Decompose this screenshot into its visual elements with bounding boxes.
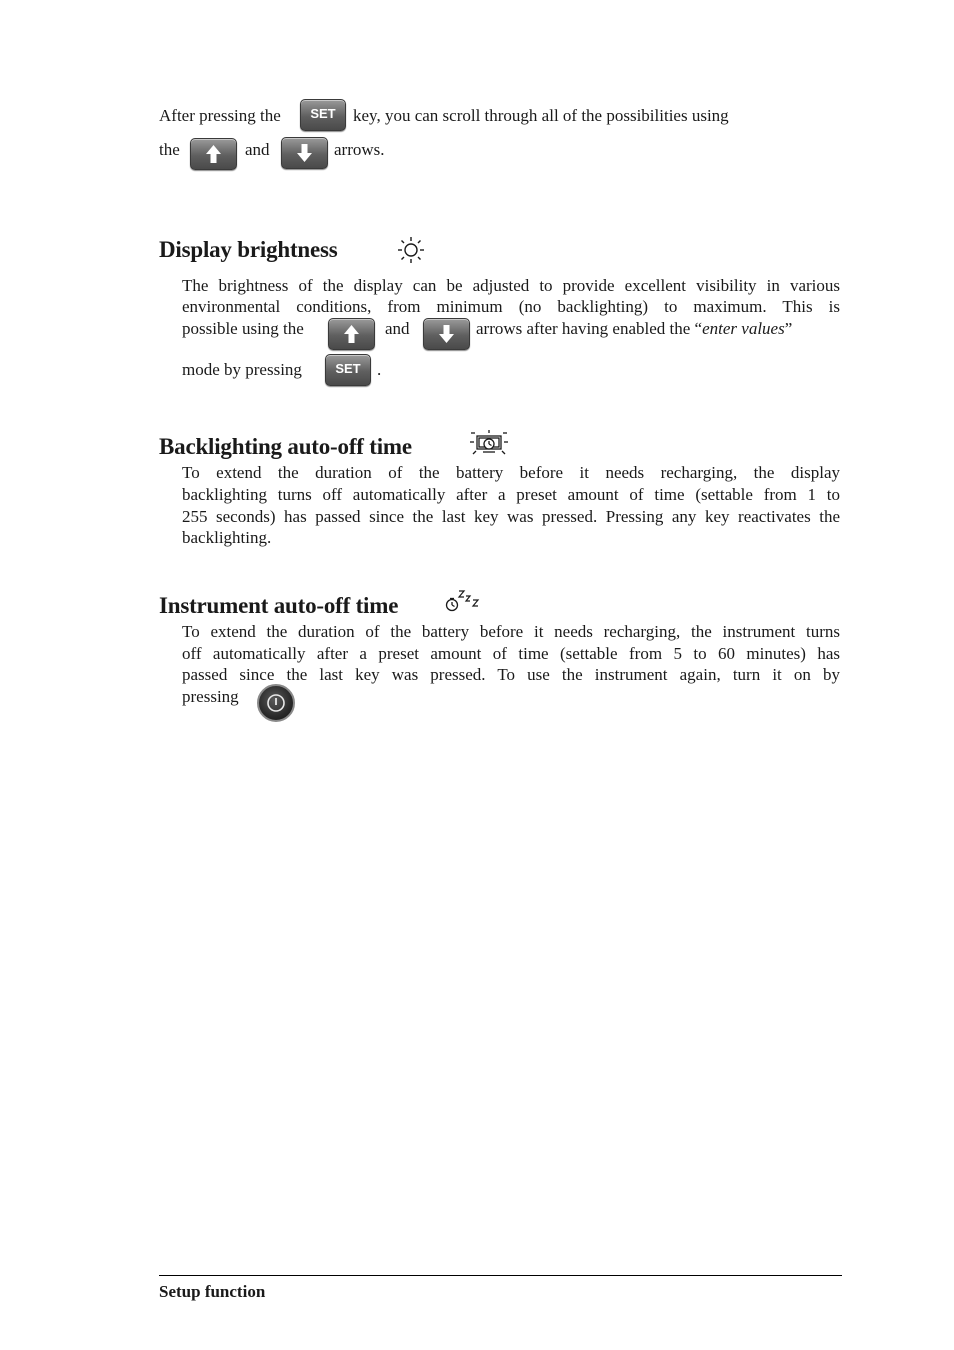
backlight-line-3: 255 seconds) has passed since the last key was pressed. Pressing any key reactivates the	[182, 507, 840, 526]
set-key-icon	[300, 99, 346, 131]
brightness-line-3-and: and	[385, 319, 410, 338]
section-heading-backlight: Backlighting auto-off time	[159, 434, 412, 459]
power-icon	[257, 684, 295, 722]
set-key-icon	[325, 354, 371, 386]
brightness-line-4-start: mode by pressing	[182, 360, 302, 379]
up-arrow-key-icon	[190, 138, 237, 170]
autooff-line-2: off automatically after a preset amount of time (settable from 5 to 60 minutes) has	[182, 644, 840, 663]
intro-line-2-and: and	[245, 140, 270, 159]
autooff-line-3: passed since the last key was pressed. To use the instrument again, turn it on by	[182, 665, 840, 684]
down-arrow-key-icon	[423, 318, 470, 350]
brightness-line-3-after: arrows after having enabled the “	[476, 319, 703, 338]
intro-line-1-end: key, you can scroll through all of the possibilities using	[353, 106, 729, 125]
brightness-line-2: environmental conditions, from minimum (no backlighting) to maximum. This is	[182, 297, 840, 316]
footer-rule	[159, 1275, 842, 1276]
set-key-label: SET	[335, 361, 361, 376]
intro-line-2-end: arrows.	[334, 140, 385, 159]
section-heading-autooff: Instrument auto-off time	[159, 593, 399, 618]
intro-line-1-start: After pressing the	[159, 106, 281, 125]
section-heading-brightness: Display brightness	[159, 237, 338, 262]
backlight-line-1: To extend the duration of the battery before it needs recharging, the display	[182, 463, 840, 482]
brightness-line-3-end	[476, 318, 792, 340]
autooff-line-4: pressing	[182, 687, 239, 706]
enter-values-term: enter values	[702, 319, 785, 338]
backlight-line-2: backlighting turns off automatically after a preset amount of time (settable from 1 to	[182, 485, 840, 504]
sun-icon	[396, 236, 426, 269]
brightness-line-4-end: .	[377, 360, 382, 379]
backlight-line-4: backlighting.	[182, 528, 272, 547]
brightness-line-1: The brightness of the display can be adjusted to provide excellent visibility in various	[182, 276, 840, 295]
backlight-timer-icon	[469, 430, 509, 463]
footer-title: Setup function	[159, 1282, 266, 1301]
up-arrow-key-icon	[328, 318, 375, 350]
brightness-line-3-start: possible using the	[182, 319, 304, 338]
intro-line-2-start: the	[159, 140, 180, 159]
brightness-line-3-quote: ”	[784, 319, 793, 338]
set-key-label: SET	[310, 106, 336, 121]
sleep-timer-icon	[443, 588, 483, 619]
down-arrow-key-icon	[281, 137, 328, 169]
autooff-line-1: To extend the duration of the battery before it needs recharging, the instrument turns	[182, 622, 840, 641]
